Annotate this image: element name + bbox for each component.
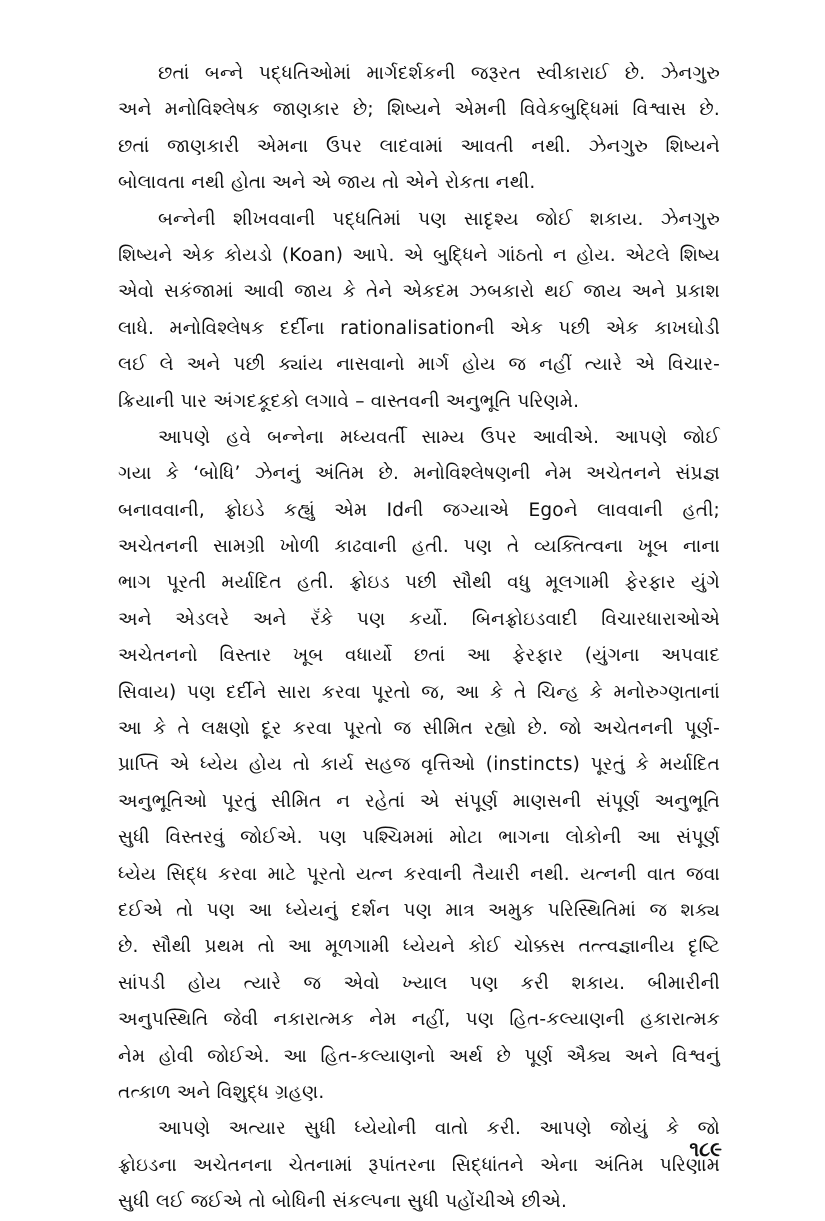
text-line: ધ્યેય સિદ્ધ કરવા માટે પૂરતો યત્ન કરવાની તૈયારી નથી. યત્નની વાત જવા xyxy=(118,863,720,885)
text-line: સુધી વિસ્તરવું જોઈએ. પણ પશ્ચિમમાં મોટા ભાગના લોકોની આ સંપૂર્ણ xyxy=(118,827,720,849)
text-line: દઈએ તો પણ આ ધ્યેયનું દર્શન પણ માત્ર અમુક પરિસ્થિતિમાં જ શક્ય xyxy=(118,899,720,921)
text-line: અનુભૂતિઓ પૂરતું સીમિત ન રહેતાં એ સંપૂર્ણ માણસની સંપૂર્ણ અનુભૂતિ xyxy=(118,790,720,812)
text-line: ક્રિયાની પાર અંગદકૂદકો લગાવે – વાસ્તવની અનુભૂતિ પરિણમે. xyxy=(118,390,580,412)
text-line: ભાગ પૂરતી મર્યાદિત હતી. ફ્રોઇડ પછી સૌથી વધુ મૂલગામી ફેરફાર યુંગે xyxy=(118,572,720,594)
text-line: બન્નેની શીખવવાની પદ્ધતિમાં પણ સાદૃશ્ય જોઈ શકાય. ઝેનગુરુ xyxy=(158,208,720,230)
text-line: અને મનોવિશ્લેષક જાણકાર છે; શિષ્યને એમની વિવેકબુદ્ધિમાં વિશ્વાસ છે. xyxy=(118,99,720,121)
text-line: પ્રાપ્તિ એ ધ્યેય હોય તો કાર્ય સહજ વૃત્તિઓ (instincts) પૂરતું કે મર્યાદિત xyxy=(118,754,720,776)
text-line: નેમ હોવી જોઈએ. આ હિત-કલ્યાણનો અર્થ છે પૂર્ણ ઐક્ય અને વિશ્વનું xyxy=(118,1045,720,1067)
text-line: બનાવવાની, ફ્રોઇડે કહ્યું એમ Idની જગ્યાએ Egoને લાવવાની હતી; xyxy=(118,499,720,521)
text-line: ફ્રોઇડના અચેતનના ચેતનામાં રૂપાંતરના સિદ્ધાંતને એના અંતિમ પરિણામ xyxy=(118,1154,720,1176)
text-line: અચેતનની સામગ્રી ખોળી કાઢવાની હતી. પણ તે વ્યક્તિત્વના ખૂબ નાના xyxy=(118,536,720,558)
text-line: સુધી લઈ જઈએ તો બોધિની સંકલ્પના સુધી પહોંચીએ છીએ. xyxy=(118,1191,568,1213)
text-line: આપણે હવે બન્નેના મધ્યવર્તી સામ્ય ઉપર આવીએ. આપણે જોઈ xyxy=(158,426,720,448)
text-line: આ કે તે લક્ષણો દૂર કરવા પૂરતો જ સીમિત રહ્યો છે. જો અચેતનની પૂર્ણ- xyxy=(118,718,720,740)
page-number: ૧૮૯ xyxy=(689,1137,722,1161)
text-line: આપણે અત્યાર સુધી ધ્યેયોની વાતો કરી. આપણે જોયું કે જો xyxy=(158,1118,720,1140)
text-line: અનુપસ્થિતિ જેવી નકારાત્મક નેમ નહીં, પણ હિત-કલ્યાણની હકારાત્મક xyxy=(118,1009,720,1031)
text-line: છે. સૌથી પ્રથમ તો આ મૂળગામી ધ્યેયને કોઈ ચોક્કસ તત્ત્વજ્ઞાનીય દૃષ્ટિ xyxy=(118,936,720,958)
text-line: સિવાય) પણ દર્દીને સારા કરવા પૂરતો જ, આ કે તે ચિન્હ કે મનોરુગ્ણતાનાં xyxy=(118,681,720,703)
text-line: લાધે. મનોવિશ્લેષક દર્દીના rationalisationની એક પછી એક કાખઘોડી xyxy=(118,317,720,339)
text-line: બોલાવતા નથી હોતા અને એ જાય તો એને રોકતા નથી. xyxy=(118,172,536,194)
text-line: ગયા કે ‘બોધિ’ ઝેનનું અંતિમ છે. મનોવિશ્લેષણની નેમ અચેતનને સંપ્રજ્ઞ xyxy=(118,463,720,485)
text-line: સાંપડી હોય ત્યારે જ એવો ખ્યાલ પણ કરી શકાય. બીમારીની xyxy=(118,972,720,994)
text-line: શિષ્યને એક કોયડો (Koan) આપે. એ બુદ્ધિને ગાંઠતો ન હોય. એટલે શિષ્ય xyxy=(118,244,720,266)
text-line: લઈ લે અને પછી ક્યાંય નાસવાનો માર્ગ હોય જ નહીં ત્યારે એ વિચાર- xyxy=(118,354,720,376)
text-line: તત્કાળ અને વિશુદ્ધ ગ્રહણ. xyxy=(118,1081,325,1103)
text-line: છતાં બન્ને પદ્ધતિઓમાં માર્ગદર્શકની જરૂરત સ્વીકારાઈ છે. ઝેનગુરુ xyxy=(158,63,720,84)
text-line: અચેતનનો વિસ્તાર ખૂબ વધાર્યો છતાં આ ફેરફાર (યુંગના અપવાદ xyxy=(118,645,720,667)
body-text xyxy=(118,56,720,1221)
text-line: છતાં જાણકારી એમના ઉપર લાદવામાં આવતી નથી. ઝેનગુરુ શિષ્યને xyxy=(118,135,720,157)
text-line: અને એડલરે અને રૅંકે પણ કર્યો. બિનફ્રોઇડવાદી વિચારધારાઓએ xyxy=(118,608,720,630)
text-line: એવો સકંજામાં આવી જાય કે તેને એકદમ ઝબકારો થઈ જાય અને પ્રકાશ xyxy=(118,281,720,303)
